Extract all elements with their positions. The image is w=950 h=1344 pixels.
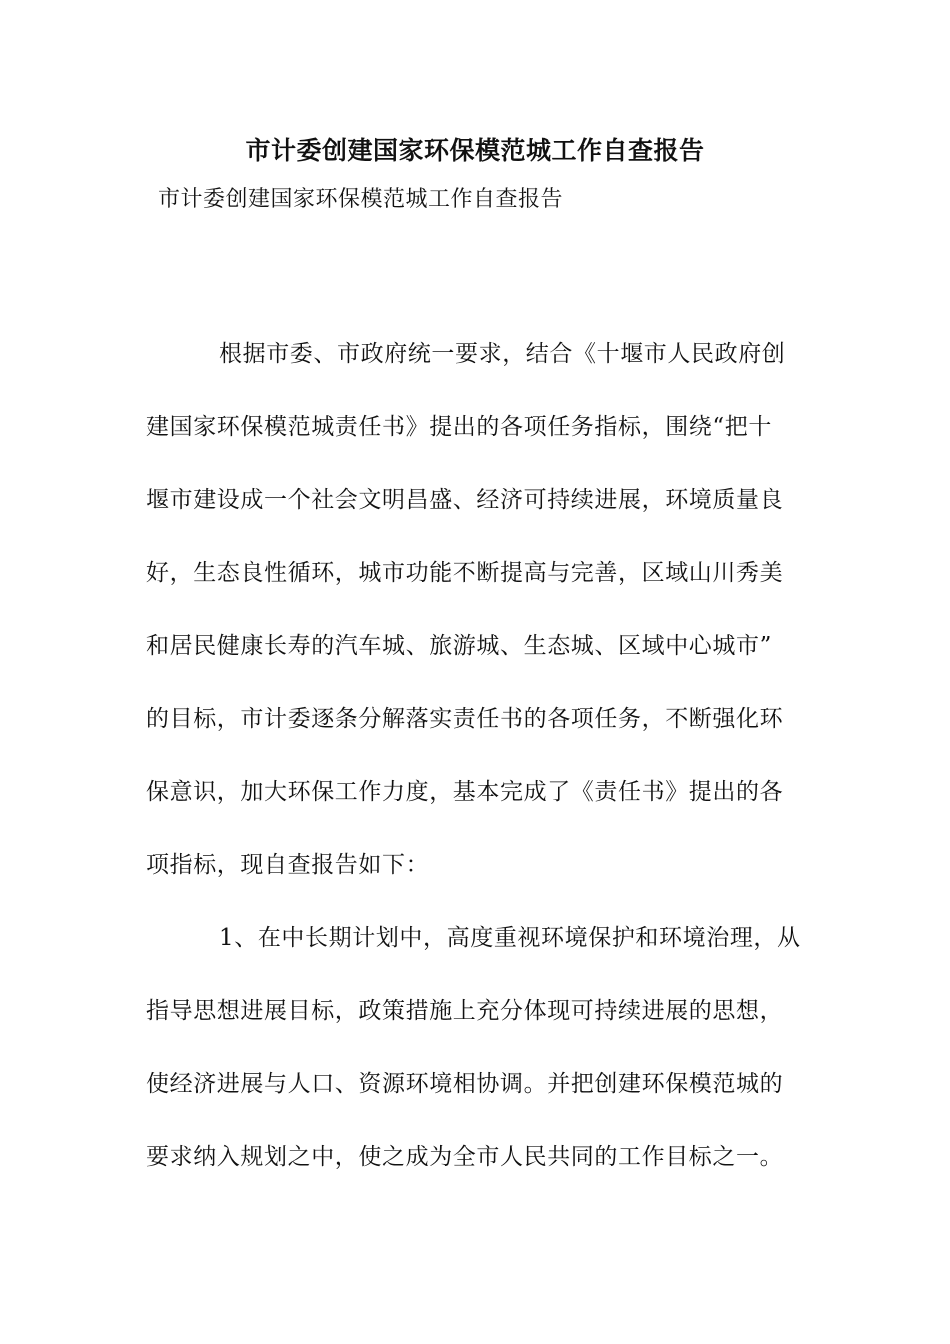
paragraph-line: 堰市建设成一个社会文明昌盛、经济可持续进展，环境质量良 <box>146 487 784 513</box>
paragraph-line: 好，生态良性循环，城市功能不断提高与完善，区域山川秀美 <box>146 560 784 586</box>
paragraph-line: 项指标，现自查报告如下： <box>146 852 430 878</box>
paragraph-line: 1、在中长期计划中，高度重视环境保护和环境治理，从 <box>219 925 801 951</box>
paragraph-line: 建国家环保模范城责任书》提出的各项任务指标，围绕“把十 <box>146 414 772 440</box>
paragraph-line: 根据市委、市政府统一要求，结合《十堰市人民政府创 <box>219 341 786 367</box>
paragraph-line: 要求纳入规划之中，使之成为全市人民共同的工作目标之一。 <box>146 1144 784 1170</box>
paragraph-line: 指导思想进展目标，政策措施上充分体现可持续进展的思想， <box>146 998 784 1024</box>
paragraph-line: 使经济进展与人口、资源环境相协调。并把创建环保模范城的 <box>146 1071 784 1097</box>
paragraph-line: 的目标，市计委逐条分解落实责任书的各项任务，不断强化环 <box>146 706 784 732</box>
paragraph-line: 和居民健康长寿的汽车城、旅游城、生态城、区域中心城市” <box>146 633 772 659</box>
document-title: 市计委创建国家环保模范城工作自查报告 <box>245 136 705 165</box>
document-subtitle: 市计委创建国家环保模范城工作自查报告 <box>158 187 564 212</box>
paragraph-line: 保意识，加大环保工作力度，基本完成了《责任书》提出的各 <box>146 779 784 805</box>
